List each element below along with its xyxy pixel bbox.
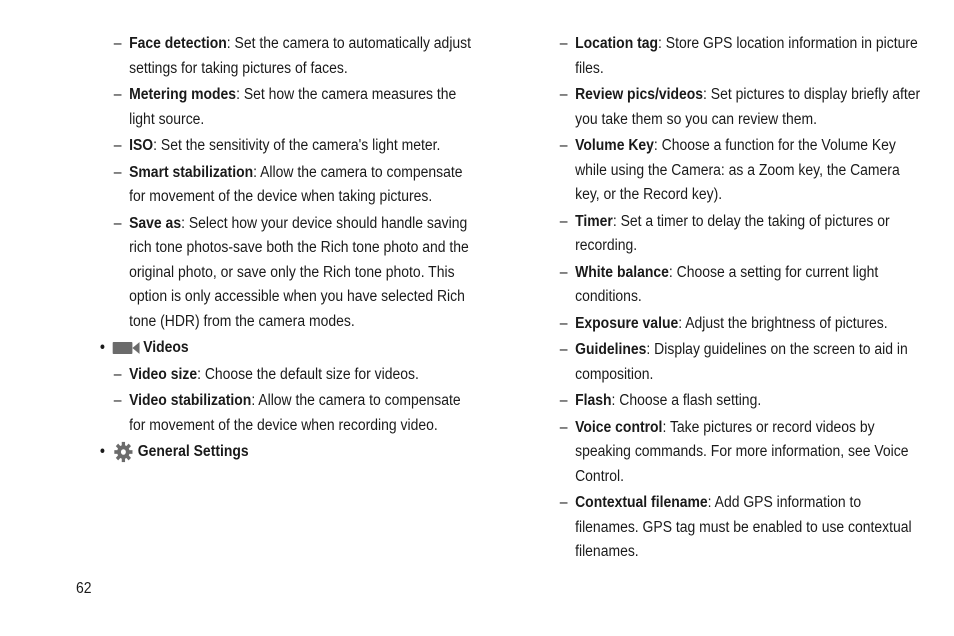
setting-term: Save as	[129, 214, 182, 232]
video-camera-icon	[113, 341, 140, 355]
dash-marker: –	[113, 86, 122, 103]
setting-term: Metering modes	[129, 86, 237, 103]
setting-term: Review pics/videos	[575, 86, 704, 103]
bullet-dot: •	[100, 339, 105, 356]
setting-list-camera-continued	[558, 32, 921, 565]
setting-description: : Allow the camera to compensate for movement of the device when recording video.	[129, 392, 461, 434]
setting-term: ISO	[129, 137, 154, 154]
setting-item	[112, 134, 479, 159]
setting-item	[558, 210, 927, 259]
setting-term: Smart stabilization	[129, 163, 254, 181]
setting-description: : Choose a function for the Volume Key while using the Camera: as a Zoom key, the Camera key, or the Record key).	[575, 137, 900, 203]
dash-marker: –	[559, 263, 568, 281]
setting-item	[112, 363, 479, 388]
setting-item	[558, 83, 927, 132]
setting-term: Location tag	[575, 35, 659, 52]
dash-marker: –	[559, 86, 568, 103]
dash-marker: –	[559, 314, 568, 332]
left-column	[100, 32, 472, 467]
setting-description: : Set the camera to automatically adjust settings for taking pictures of faces.	[129, 35, 472, 77]
setting-item	[112, 212, 479, 335]
setting-term: White balance	[575, 263, 669, 281]
setting-item	[558, 389, 927, 414]
setting-description: : Store GPS location information in picture files.	[575, 35, 918, 77]
setting-description: : Adjust the brightness of pictures.	[678, 314, 888, 332]
dash-marker: –	[113, 137, 122, 154]
setting-term: Voice control	[575, 418, 663, 436]
setting-item	[558, 491, 927, 565]
right-column	[558, 32, 921, 567]
setting-description: : Add GPS information to filenames. GPS tag must be enabled to use contextual filenames.	[575, 494, 912, 560]
bullet-dot: •	[100, 443, 105, 460]
setting-list-camera	[112, 32, 472, 334]
dash-marker: –	[559, 35, 568, 52]
videos-heading-label: Videos	[143, 339, 189, 356]
page-number: 62	[76, 580, 92, 597]
setting-description: : Set how the camera measures the light source.	[129, 86, 457, 128]
dash-marker: –	[113, 163, 122, 181]
setting-description: : Set the sensitivity of the camera's light meter.	[153, 137, 441, 154]
setting-description: : Choose the default size for videos.	[197, 365, 419, 383]
setting-description: : Select how your device should handle saving rich tone photos-save both the Rich tone photo and the original photo, or save only the Rich tone photo. This option is only accessible when you have selected Rich tone (HDR) from the camera modes.	[129, 214, 469, 330]
setting-item	[558, 261, 927, 310]
setting-item	[112, 161, 479, 210]
dash-marker: –	[559, 341, 568, 358]
setting-list-videos	[112, 363, 462, 439]
dash-marker: –	[113, 214, 122, 232]
dash-marker: –	[113, 35, 122, 52]
videos-heading	[100, 336, 426, 361]
setting-term: Volume Key	[575, 137, 654, 154]
dash-marker: –	[113, 392, 122, 409]
setting-item	[112, 32, 479, 81]
setting-description: : Set a timer to delay the taking of pictures or recording.	[575, 212, 890, 254]
setting-item	[558, 134, 927, 208]
setting-item	[558, 416, 927, 490]
setting-item	[558, 312, 927, 337]
setting-item	[558, 32, 927, 81]
setting-item	[112, 83, 479, 132]
setting-term: Flash	[575, 392, 612, 409]
setting-description: : Allow the camera to compensate for movement of the device when taking pictures.	[129, 163, 463, 205]
setting-description: : Take pictures or record videos by speaking commands. For more information, see Voice Control.	[575, 418, 909, 485]
setting-description: : Set pictures to display briefly after you take them so you can review them.	[575, 86, 921, 128]
setting-term: Timer	[575, 212, 613, 230]
setting-term: Guidelines	[575, 341, 647, 358]
setting-item	[112, 389, 479, 438]
setting-description: : Display guidelines on the screen to aid in composition.	[575, 341, 908, 383]
dash-marker: –	[113, 365, 122, 383]
dash-marker: –	[559, 137, 568, 154]
dash-marker: –	[559, 212, 568, 230]
dash-marker: –	[559, 418, 568, 436]
setting-term: Video size	[129, 365, 198, 383]
setting-description: : Choose a flash setting.	[611, 392, 762, 409]
general-settings-heading	[100, 440, 426, 465]
setting-term: Exposure value	[575, 314, 679, 332]
dash-marker: –	[559, 494, 568, 511]
setting-item	[558, 338, 927, 387]
general-settings-heading-label: General Settings	[137, 443, 249, 460]
gear-icon	[113, 441, 135, 463]
setting-description: : Choose a setting for current light conditions.	[575, 263, 879, 305]
setting-term: Video stabilization	[129, 392, 252, 409]
setting-term: Face detection	[129, 35, 227, 52]
dash-marker: –	[559, 392, 568, 409]
setting-term: Contextual filename	[575, 494, 708, 511]
